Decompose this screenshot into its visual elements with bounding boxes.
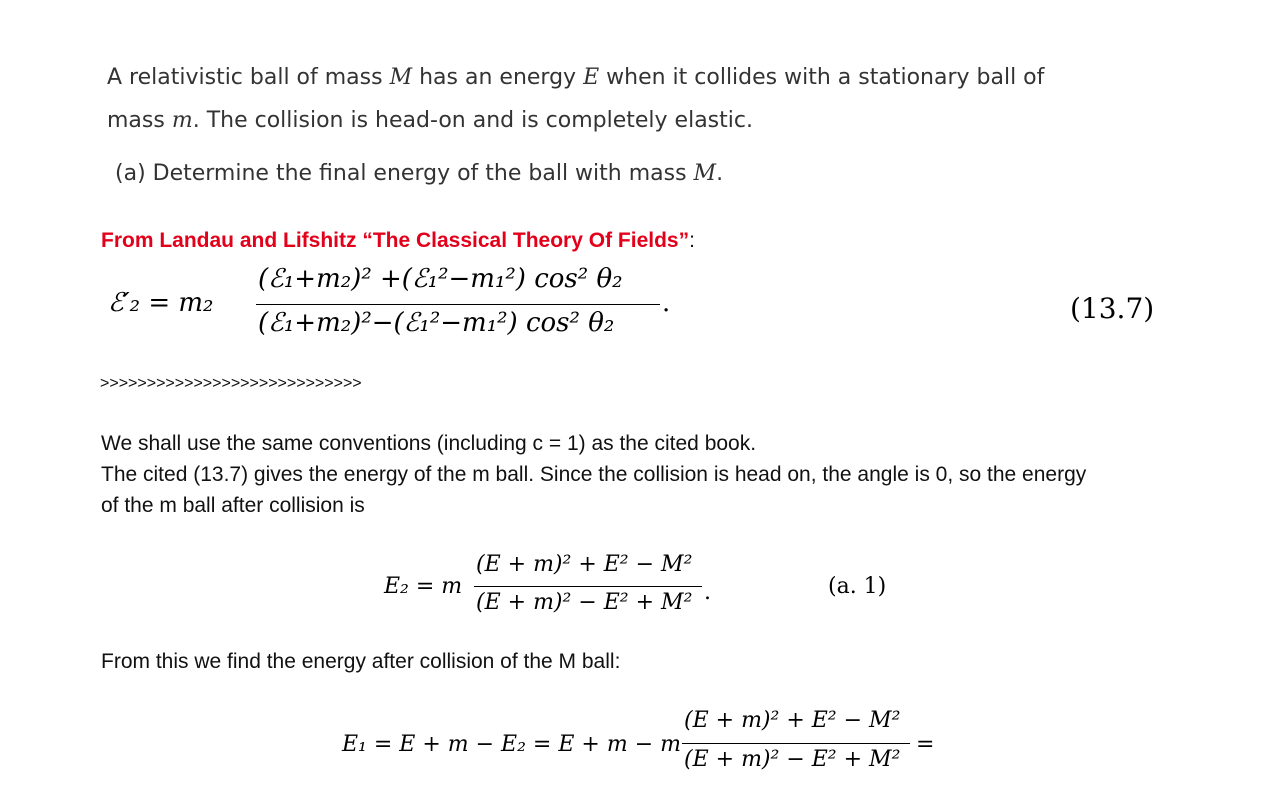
body-paragraph-2-line-1: The cited (13.7) gives the energy of the m ball. Since the collision is head on, the angle is 0, so the energy: [101, 463, 1087, 486]
problem-text-1c: when it collides with a stationary ball of: [599, 65, 1045, 90]
problem-text-2b: . The collision is head-on and is completely elastic.: [192, 108, 753, 133]
eq-13-7: [100, 258, 1180, 368]
eq-a1-numerator: (E + m)² + E² − M²: [476, 552, 693, 577]
body-paragraph-3: From this we find the energy after collision of the M ball:: [101, 650, 621, 673]
problem-text-1b: has an energy: [412, 65, 584, 90]
eq-13-7-label: (13.7): [1070, 292, 1155, 325]
problem-text-1a: A relativistic ball of mass: [107, 65, 390, 90]
separator-arrows: >>>>>>>>>>>>>>>>>>>>>>>>>>>>: [100, 375, 362, 392]
eq-a1-lhs: E₂ = m: [384, 574, 463, 599]
eq-a1-denominator: (E + m)² − E² + M²: [476, 590, 693, 615]
eq-final-equals: =: [916, 732, 935, 757]
eq-13-7-fraction-bar: [256, 304, 660, 305]
energy-E-symbol: E: [583, 65, 600, 90]
eq-a1-period: .: [704, 580, 711, 605]
problem-part-a: [115, 161, 723, 186]
citation-heading: [101, 229, 695, 253]
problem-text-2a: mass: [107, 108, 172, 133]
eq-final-denominator: (E + m)² − E² + M²: [684, 747, 901, 772]
eq-final-lhs: E₁ = E + m − E₂ = E + m − m: [342, 732, 681, 757]
part-a-period: .: [716, 161, 724, 186]
body-paragraph-2-line-2: of the m ball after collision is: [101, 494, 365, 517]
eq-13-7-lhs: ℰ′₂ = m₂: [108, 288, 214, 318]
eq-final-numerator: (E + m)² + E² − M²: [684, 708, 901, 733]
mass-m-symbol: m: [171, 108, 193, 133]
eq-13-7-denominator: (ℰ₁+m₂)²−(ℰ₁²−m₁²) cos² θ₂: [258, 308, 615, 338]
eq-a1-label: (a. 1): [828, 574, 887, 599]
part-a-M-symbol: M: [693, 161, 717, 186]
mass-M-symbol: M: [389, 65, 413, 90]
problem-line-2: [107, 108, 753, 133]
eq-a1-fraction-bar: [474, 586, 702, 587]
eq-13-7-numerator: (ℰ₁+m₂)² +(ℰ₁²−m₁²) cos² θ₂: [258, 264, 623, 294]
body-paragraph-1: We shall use the same conventions (including c = 1) as the cited book.: [101, 432, 757, 455]
problem-line-1: [107, 65, 1044, 90]
eq-final-fraction-bar: [682, 743, 910, 744]
eq-final: [338, 702, 958, 782]
citation-colon: :: [689, 229, 695, 252]
citation-title: From Landau and Lifshitz “The Classical Theory Of Fields”: [101, 229, 690, 252]
part-a-text: (a) Determine the final energy of the ball with mass: [115, 161, 694, 186]
eq-13-7-period: ·: [662, 296, 671, 326]
eq-a1: [380, 550, 940, 620]
